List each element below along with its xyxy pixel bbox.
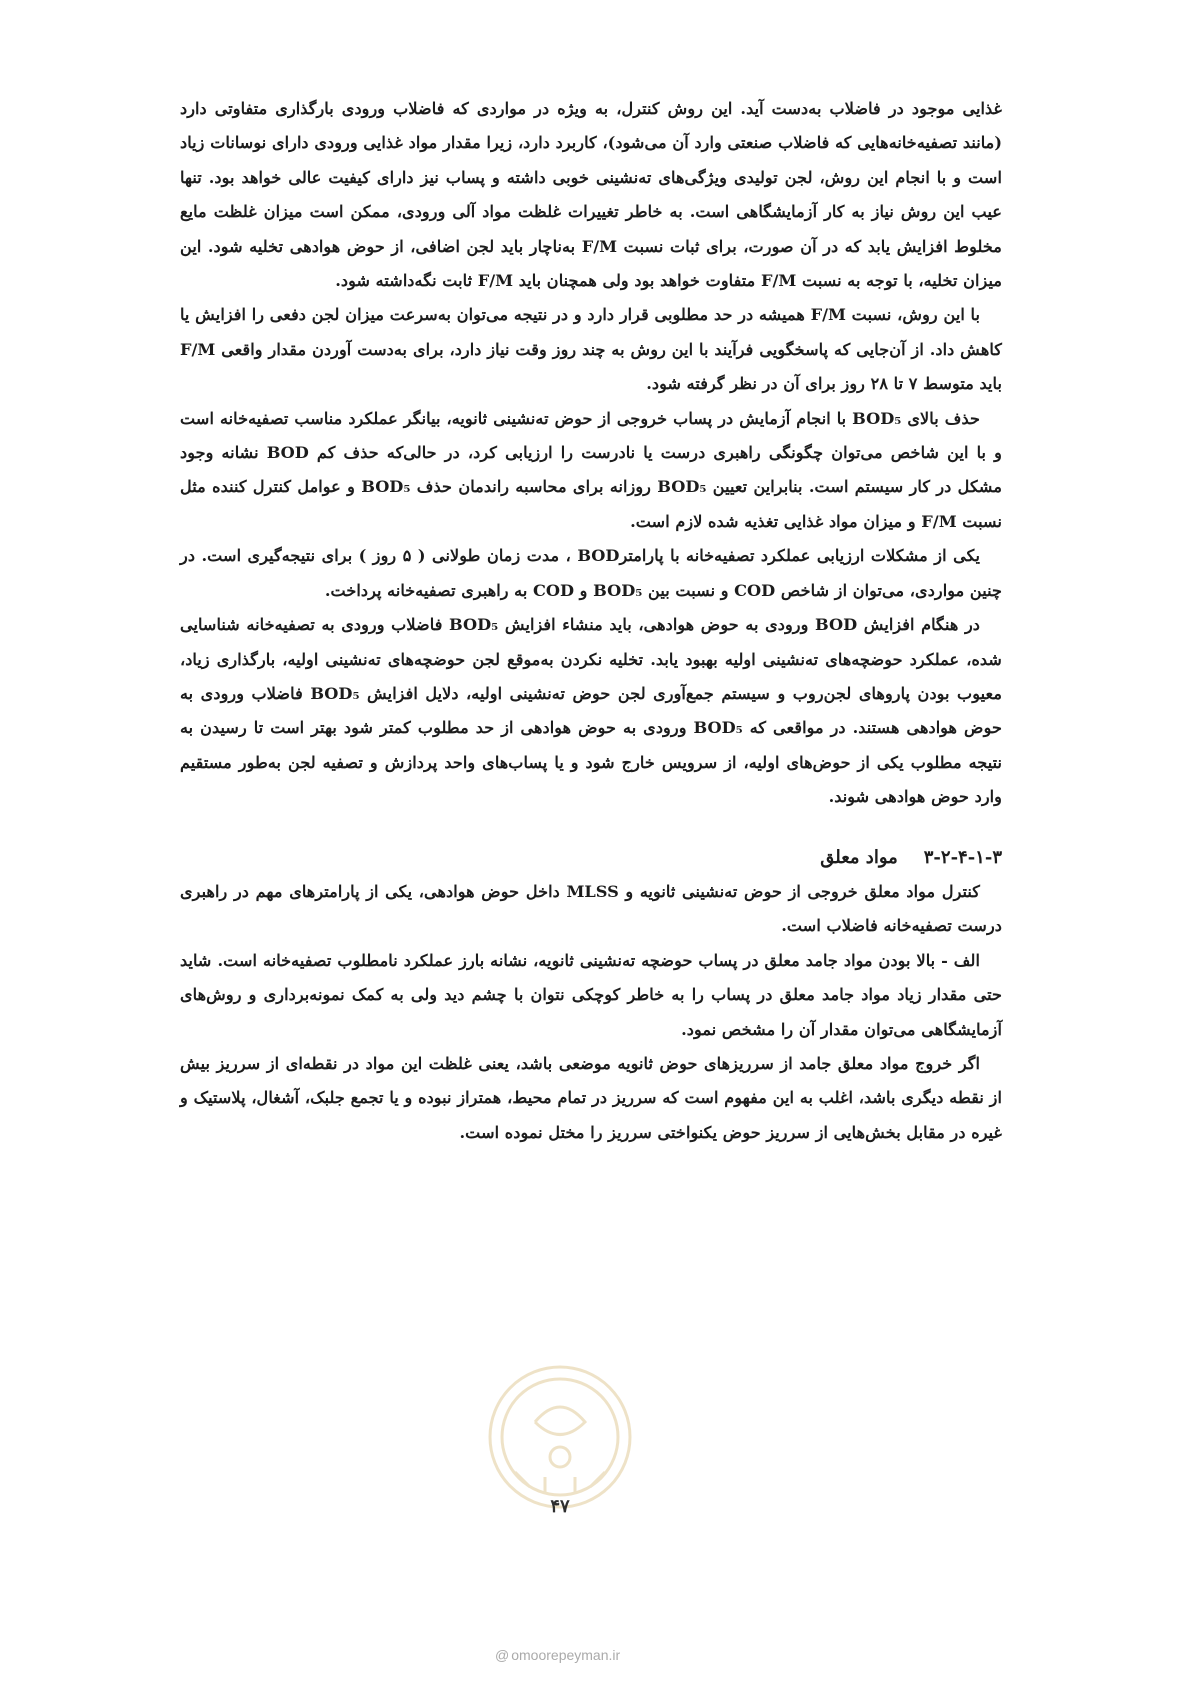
body-paragraph: با این روش، نسبت F/M همیشه در حد مطلوبی قرار دارد و در نتیجه می‌توان به‌سرعت میزان لجن دفعی را افزایش یا کاهش داد. از آن‌جایی که پاسخگویی فرآیند با این روش به چند روز وقت نیاز دارد، برای به‌دست آوردن مقدار واقعی F/M باید متوسط ۷ تا ۲۸ روز برای آن در نظر گرفته شود.: [180, 305, 1002, 394]
page-body: [180, 92, 1002, 1150]
body-paragraph: یکی از مشکلات ارزیابی عملکرد تصفیه‌خانه با پارامترBOD ، مدت زمان طولانی ( ۵ روز ) برای نتیجه‌گیری است. در چنین مواردی، می‌توان از شاخص COD و نسبت بین BOD₅ و COD به راهبری تصفیه‌خانه پرداخت.: [180, 546, 1002, 600]
at-icon: @: [495, 1647, 510, 1663]
section-paragraph: الف - بالا بودن مواد جامد معلق در پساب حوضچه ته‌نشینی ثانویه، نشانه بارز عملکرد نامطلوب تصفیه‌خانه است. شاید حتی مقدار زیاد مواد جامد معلق در پساب را به خاطر کوچکی نتوان با چشم دید ولی به کمک نمونه‌برداری و روش‌های آزمایشگاهی می‌توان مقدار آن را مشخص نمود.: [180, 950, 1002, 1039]
body-paragraph: غذایی موجود در فاضلاب به‌دست آید. این روش کنترل، به ویژه در مواردی که فاضلاب ورودی بارگذاری متفاوتی دارد (مانند تصفیه‌خانه‌هایی که فاضلاب صنعتی وارد آن می‌شود)، کاربرد دارد، زیرا مقدار مواد غذایی ورودی دارای نوسانات زیاد است و با انجام این روش، لجن تولیدی ویژگی‌های ته‌نشینی خوبی داشته و پساب نیز دارای کیفیت عالی خواهد بود. تنها عیب این روش نیاز به کار آزمایشگاهی است. به خاطر تغییرات غلظت مواد آلی ورودی، ممکن است میزان غلظت مایع مخلوط افزایش یابد که در آن صورت، برای ثبات نسبت F/M به‌ناچار باید لجن اضافی، از حوض هوادهی تخلیه شود. این میزان تخلیه، با توجه به نسبت F/M متفاوت خواهد بود ولی همچنان باید F/M ثابت نگه‌داشته شود.: [180, 99, 1002, 291]
page-number: ۴۷: [550, 1496, 570, 1517]
body-paragraph: حذف بالای BOD₅ با انجام آزمایش در پساب خروجی از حوض ته‌نشینی ثانویه، بیانگر عملکرد مناسب تصفیه‌خانه است و با این شاخص می‌توان چگونگی راهبری درست یا نادرست را ارزیابی کرد، در حالی‌که حذف کم BOD نشانه وجود مشکل در کار سیستم است. بنابراین تعیین BOD₅ روزانه برای محاسبه راندمان حذف BOD₅ و عوامل کنترل کننده مثل نسبت F/M و میزان مواد غذایی تغذیه شده لازم است.: [180, 408, 1002, 531]
section-paragraph: کنترل مواد معلق خروجی از حوض ته‌نشینی ثانویه و MLSS داخل حوض هوادهی، یکی از پارامترهای مهم در راهبری درست تصفیه‌خانه فاضلاب است.: [180, 881, 1002, 936]
section-number: ۳-۲-۴-۱-۳: [923, 846, 1002, 868]
publisher-seal-watermark: [485, 1362, 635, 1512]
section-paragraph: اگر خروج مواد معلق جامد از سرریزهای حوض ثانویه موضعی باشد، یعنی غلظت این مواد در نقطه‌ای از سرریز بیش از نقطه دیگری باشد، اغلب به این مفهوم است که سرریز در تمام محیط، همتراز نبوده و یا تجمع جلبک، آشغال، پلاستیک و غیره در مقابل بخش‌هایی از سرریز حوض یکنواختی سرریز را مختل نموده است.: [180, 1053, 1002, 1142]
body-paragraph: در هنگام افزایش BOD ورودی به حوض هوادهی، باید منشاء افزایش BOD₅ فاضلاب ورودی به تصفیه‌خانه شناسایی شده، عملکرد حوضچه‌های ته‌نشینی اولیه بهبود یابد. تخلیه نکردن به‌موقع لجن حوضچه‌های ته‌نشینی اولیه، بارگذاری زیاد، معیوب بودن پاروهای لجن‌روب و سیستم جمع‌آوری لجن حوض ته‌نشینی اولیه، دلایل افزایش BOD₅ فاضلاب ورودی به حوض هوادهی هستند. در مواقعی که BOD₅ ورودی به حوض هوادهی از حد مطلوب کمتر شود بهتر است تا رسیدن به نتیجه مطلوب یکی از حوض‌های اولیه، از سرویس خارج شود و یا پساب‌های واحد پردازش و تصفیه لجن به‌طور مستقیم وارد حوض هوادهی شوند.: [180, 615, 1002, 807]
footer-website[interactable]: [495, 1647, 620, 1663]
section-title: مواد معلق: [820, 846, 898, 868]
website-text: omoorepeyman.ir: [511, 1647, 621, 1663]
section-heading: [180, 841, 1002, 875]
